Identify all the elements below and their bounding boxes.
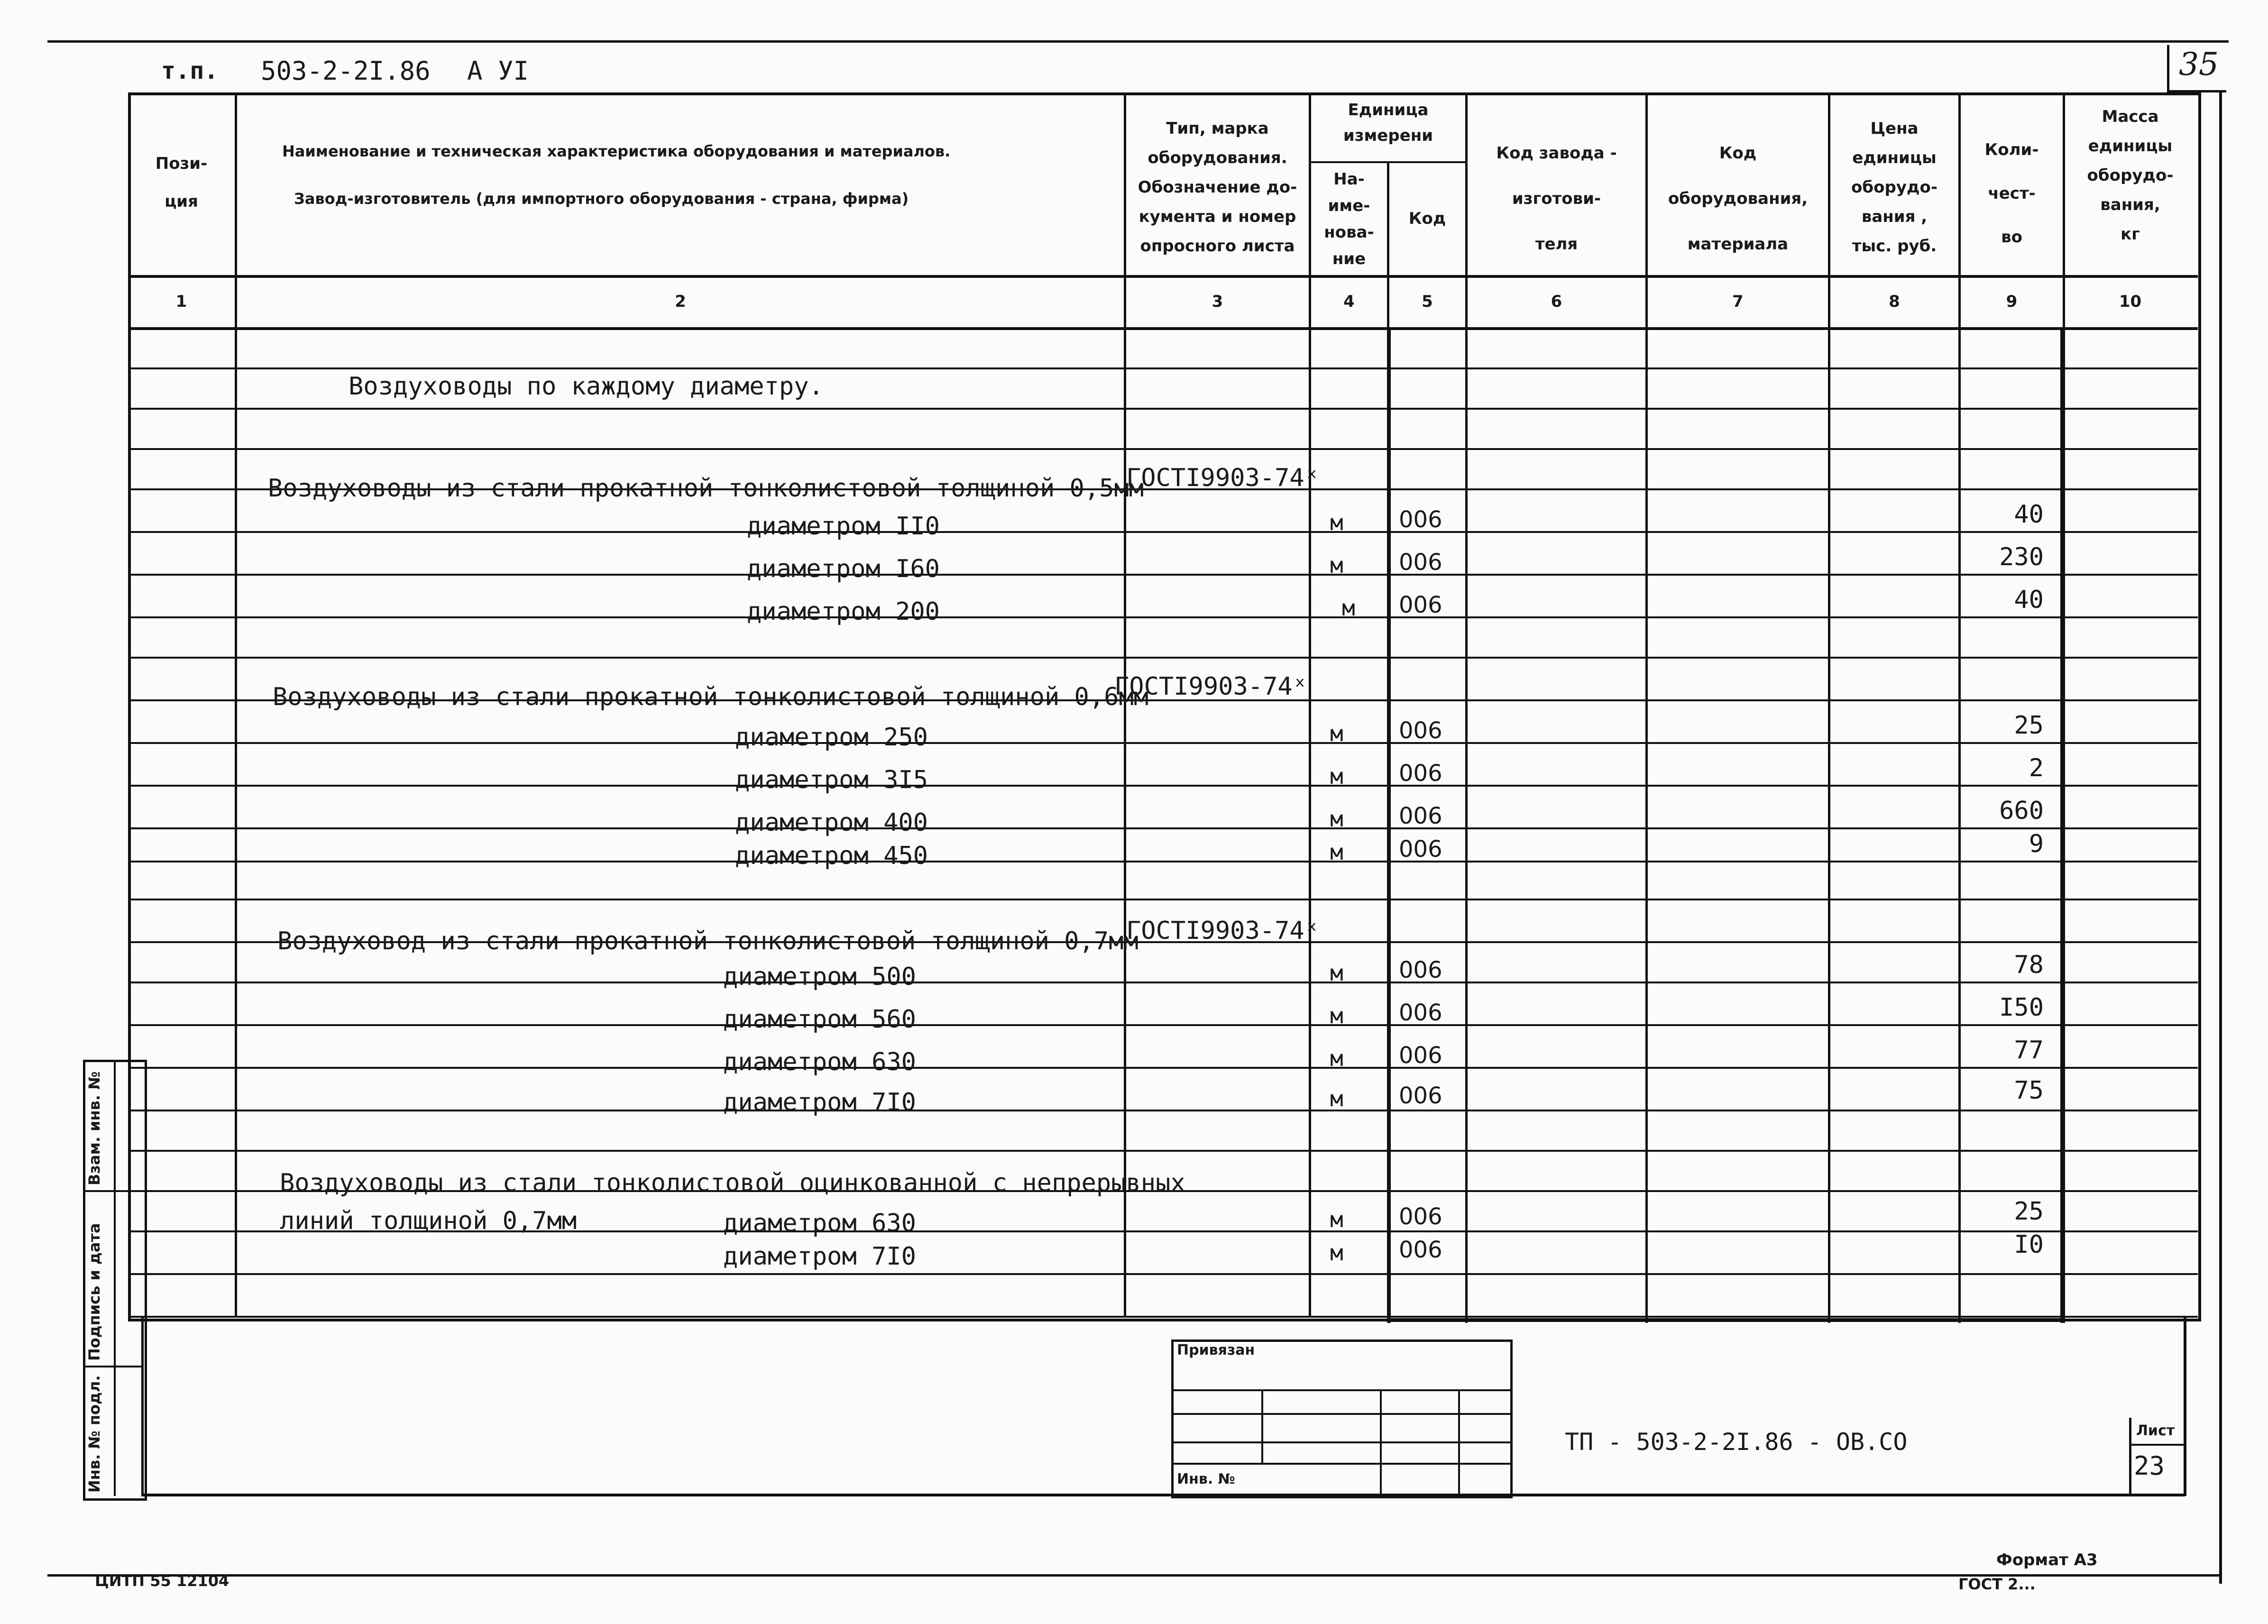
row-unit: м xyxy=(1342,595,1355,621)
printer-code: ЦИТП 55 12104 xyxy=(95,1572,230,1590)
stamp-code: ТП - 503-2-2I.86 - ОВ.СО xyxy=(1565,1428,1908,1456)
colnum-4: 4 xyxy=(1343,292,1355,311)
row-qty: I50 xyxy=(1999,993,2044,1022)
row-name: Воздуховоды из стали прокатной тонколистовой толщиной 0,6мм xyxy=(273,683,1149,711)
colnum-9: 9 xyxy=(2006,292,2018,311)
header-price: Цена единицы оборудо- вания , тыс. руб. xyxy=(1851,119,1937,256)
row-qty: 230 xyxy=(1999,543,2044,571)
album-code: А УI xyxy=(467,56,529,86)
row-name: диаметром 200 xyxy=(747,597,940,626)
colnum-8: 8 xyxy=(1889,292,1900,311)
header-position: Пози- ция xyxy=(155,154,208,211)
row-doc: ГОСТI9903-74ˣ xyxy=(1114,672,1307,701)
row-code: 006 xyxy=(1399,506,1442,533)
row-name: диаметром I60 xyxy=(747,555,940,583)
colnum-1: 1 xyxy=(175,292,187,311)
row-unit: м xyxy=(1330,1046,1343,1071)
row-name: линий толщиной 0,7мм xyxy=(280,1207,577,1235)
colnum-6: 6 xyxy=(1551,292,1562,311)
row-name: диаметром 3I5 xyxy=(735,766,928,794)
row-qty: I0 xyxy=(2014,1230,2044,1259)
row-name: диаметром 560 xyxy=(723,1005,916,1034)
row-name: диаметром 630 xyxy=(723,1048,916,1076)
row-code: 006 xyxy=(1399,1042,1442,1069)
page-number-box xyxy=(2167,45,2226,92)
row-unit: м xyxy=(1330,510,1343,535)
row-code: 006 xyxy=(1399,1083,1442,1109)
row-unit: м xyxy=(1330,806,1343,832)
row-code: 006 xyxy=(1399,760,1442,787)
header-name-line2: Завод-изготовитель (для импортного оборудования - страна, фирма) xyxy=(294,190,909,208)
row-doc: ГОСТI9903-74ˣ xyxy=(1126,464,1319,492)
header-quantity: Коли- чест- во xyxy=(1984,140,2039,247)
row-code: 006 xyxy=(1399,836,1442,862)
row-unit: м xyxy=(1330,1003,1343,1028)
header-type: Тип, марка оборудования. Обозначение до- кумента и номер опросного листа xyxy=(1138,119,1297,256)
row-code: 006 xyxy=(1399,1203,1442,1230)
side-stamp-podpis: Подпись и дата xyxy=(85,1223,103,1361)
row-name: диаметром 500 xyxy=(723,963,916,991)
header-unit-code: Код xyxy=(1408,209,1446,228)
row-qty: 2 xyxy=(2029,754,2044,782)
row-qty: 40 xyxy=(2014,586,2044,614)
row-unit: м xyxy=(1330,763,1343,789)
header-material-code: Код оборудования, материала xyxy=(1668,144,1808,254)
page-number: 35 xyxy=(2179,46,2219,83)
side-stamp-vzam: Взам. инв. № xyxy=(85,1071,103,1185)
row-name: Воздуховоды по каждому диаметру. xyxy=(349,372,824,401)
row-name: Воздуховоды из стали прокатной тонколистовой толщиной 0,5мм xyxy=(268,474,1144,503)
row-unit: м xyxy=(1330,552,1343,578)
row-qty: 9 xyxy=(2029,830,2044,858)
row-code: 006 xyxy=(1399,592,1442,618)
row-name: диаметром 7I0 xyxy=(723,1088,916,1117)
sheet-number: 23 xyxy=(2134,1451,2165,1481)
bound-label: Привязан xyxy=(1177,1342,1255,1358)
row-doc: ГОСТI9903-74ˣ xyxy=(1126,917,1319,945)
row-name: Воздуховод из стали прокатной тонколистовой толщиной 0,7мм xyxy=(277,927,1139,955)
row-qty: 660 xyxy=(1999,797,2044,825)
row-name: диаметром 450 xyxy=(735,842,928,870)
row-unit: м xyxy=(1330,839,1343,865)
side-stamp-inv: Инв. № подл. xyxy=(85,1375,103,1493)
header-name-line1: Наименование и техническая характеристика оборудования и материалов. xyxy=(282,142,951,160)
row-name: диаметром 630 xyxy=(723,1209,916,1238)
colnum-7: 7 xyxy=(1732,292,1744,311)
colnum-3: 3 xyxy=(1212,292,1223,311)
sheet-label: Лист xyxy=(2136,1422,2175,1439)
format-label: Формат А3 xyxy=(1996,1551,2098,1569)
row-code: 006 xyxy=(1399,717,1442,744)
colnum-5: 5 xyxy=(1422,292,1433,311)
row-code: 006 xyxy=(1399,549,1442,576)
row-unit: м xyxy=(1330,960,1343,986)
row-qty: 77 xyxy=(2014,1036,2044,1064)
gost-label: ГОСТ 2... xyxy=(1958,1575,2036,1589)
row-qty: 25 xyxy=(2014,711,2044,740)
row-qty: 75 xyxy=(2014,1076,2044,1105)
row-qty: 25 xyxy=(2014,1197,2044,1226)
project-code: 503-2-2I.86 xyxy=(261,56,431,86)
row-qty: 40 xyxy=(2014,500,2044,529)
header-mass: Масса единицы оборудо- вания, кг xyxy=(2087,107,2174,244)
inv-label: Инв. № xyxy=(1177,1471,1235,1487)
row-name: диаметром II0 xyxy=(747,512,940,541)
header-unit-name: На- име- нова- ние xyxy=(1324,170,1374,268)
row-unit: м xyxy=(1330,1207,1343,1232)
row-name: диаметром 7I0 xyxy=(723,1242,916,1271)
row-code: 006 xyxy=(1399,1237,1442,1263)
row-code: 006 xyxy=(1399,957,1442,983)
header-factory-code: Код завода - изготови- теля xyxy=(1496,144,1617,254)
doc-type: т.п. xyxy=(161,57,219,84)
row-name: диаметром 400 xyxy=(735,808,928,837)
row-unit: м xyxy=(1330,1240,1343,1266)
row-name: Воздуховоды из стали тонколистовой оцинкованной с непрерывных xyxy=(280,1169,1185,1197)
header-unit: Единица измерени xyxy=(1343,101,1433,145)
row-code: 006 xyxy=(1399,803,1442,829)
row-unit: м xyxy=(1330,1086,1343,1111)
colnum-10: 10 xyxy=(2119,292,2142,311)
row-unit: м xyxy=(1330,721,1343,746)
colnum-2: 2 xyxy=(675,292,686,311)
row-qty: 78 xyxy=(2014,951,2044,979)
row-code: 006 xyxy=(1399,1000,1442,1026)
row-name: диаметром 250 xyxy=(735,723,928,752)
